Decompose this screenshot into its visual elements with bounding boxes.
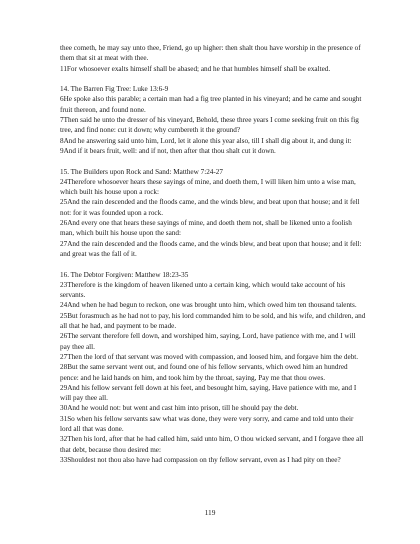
page-number: 119	[204, 508, 216, 517]
verse-paragraph: 8And he answering said unto him, Lord, let it alone this year also, till I shall dig about it, and dung it:	[60, 136, 352, 145]
verse-paragraph: 25But forasmuch as he had not to pay, his lord commanded him to be sold, and his wife, and children, and all that he had, and payment to be made.	[60, 311, 366, 331]
verse-paragraph: 29And his fellow servant fell down at his feet, and besought him, saying, Have patience with me, and I will pay thee all.	[60, 383, 357, 403]
section-barren-fig-tree	[60, 84, 366, 156]
verse-paragraph: 27Then the lord of that servant was moved with compassion, and loosed him, and forgave him the debt.	[60, 352, 359, 361]
verse-paragraph: 27And the rain descended and the floods came, and the winds blew, and beat upon that house; and it fell: and great was the fall of it.	[60, 239, 362, 258]
verse-paragraph: 31So when his fellow servants saw what was done, they were very sorry, and came and told unto their lord all that was done.	[60, 414, 354, 433]
verse-paragraph: 30And he would not: but went and cast him into prison, till he should pay the debt.	[60, 404, 299, 413]
section-builders	[60, 167, 366, 260]
verse-paragraph: 33Shouldest not thou also have had compassion on thy fellow servant, even as I had pity on thee?	[60, 455, 341, 464]
verse-paragraph: 23Therefore is the kingdom of heaven likened unto a certain king, which would take account of his servants.	[60, 280, 346, 300]
section-heading: 16. The Debtor Forgiven: Matthew 18:23-35	[60, 270, 189, 279]
verse-paragraph: 24Therefore whosoever hears these sayings of mine, and doeth them, I will liken him unto a wise man, which built his house upon a rock:	[60, 177, 356, 197]
page-body	[60, 43, 366, 465]
section-heading: 14. The Barren Fig Tree: Luke 13:6-9	[60, 85, 169, 94]
section-continuation	[60, 43, 366, 74]
verse-paragraph: 6He spoke also this parable; a certain man had a fig tree planted in his vineyard; and he came and sought fruit thereon, and found none.	[60, 95, 362, 114]
section-heading: 15. The Builders upon Rock and Sand: Matthew 7:24-27	[60, 167, 223, 176]
verse-paragraph: thee cometh, he may say unto thee, Friend, go up higher: then shalt thou have worship in the presence of them that sit at meat with thee.	[60, 44, 361, 63]
verse-paragraph: 11For whosoever exalts himself shall be abased; and he that humbles himself shall be exalted.	[60, 64, 331, 73]
verse-paragraph: 26The servant therefore fell down, and worshiped him, saying, Lord, have patience with me, and I will pay thee all.	[60, 332, 356, 351]
verse-paragraph: 9And if it bears fruit, well: and if not, then after that thou shalt cut it down.	[60, 146, 276, 155]
verse-paragraph: 32Then his lord, after that he had called him, said unto him, O thou wicked servant, and I forgave thee all that debt, because thou desired me:	[60, 435, 364, 454]
section-debtor-forgiven	[60, 270, 366, 466]
verse-paragraph: 26And every one that hears these sayings of mine, and doeth them not, shall be likened unto a foolish man, which built his house upon the sand:	[60, 219, 352, 238]
verse-paragraph: 28But the same servant went out, and found one of his fellow servants, which owed him an hundred pence: and he laid hands on him, and took him by the throat, saying, Pay me that thou owes.	[60, 363, 348, 382]
verse-paragraph: 7Then said he unto the dresser of his vineyard, Behold, these three years I come seeking fruit on this fig tree, and find none: cut it down; why cumbereth it the ground?	[60, 116, 359, 135]
verse-paragraph: 24And when he had begun to reckon, one was brought unto him, which owed him ten thousand talents.	[60, 301, 357, 310]
verse-paragraph: 25And the rain descended and the floods came, and the winds blew, and beat upon that house; and it fell not: for it was founded upon a rock.	[60, 198, 360, 217]
